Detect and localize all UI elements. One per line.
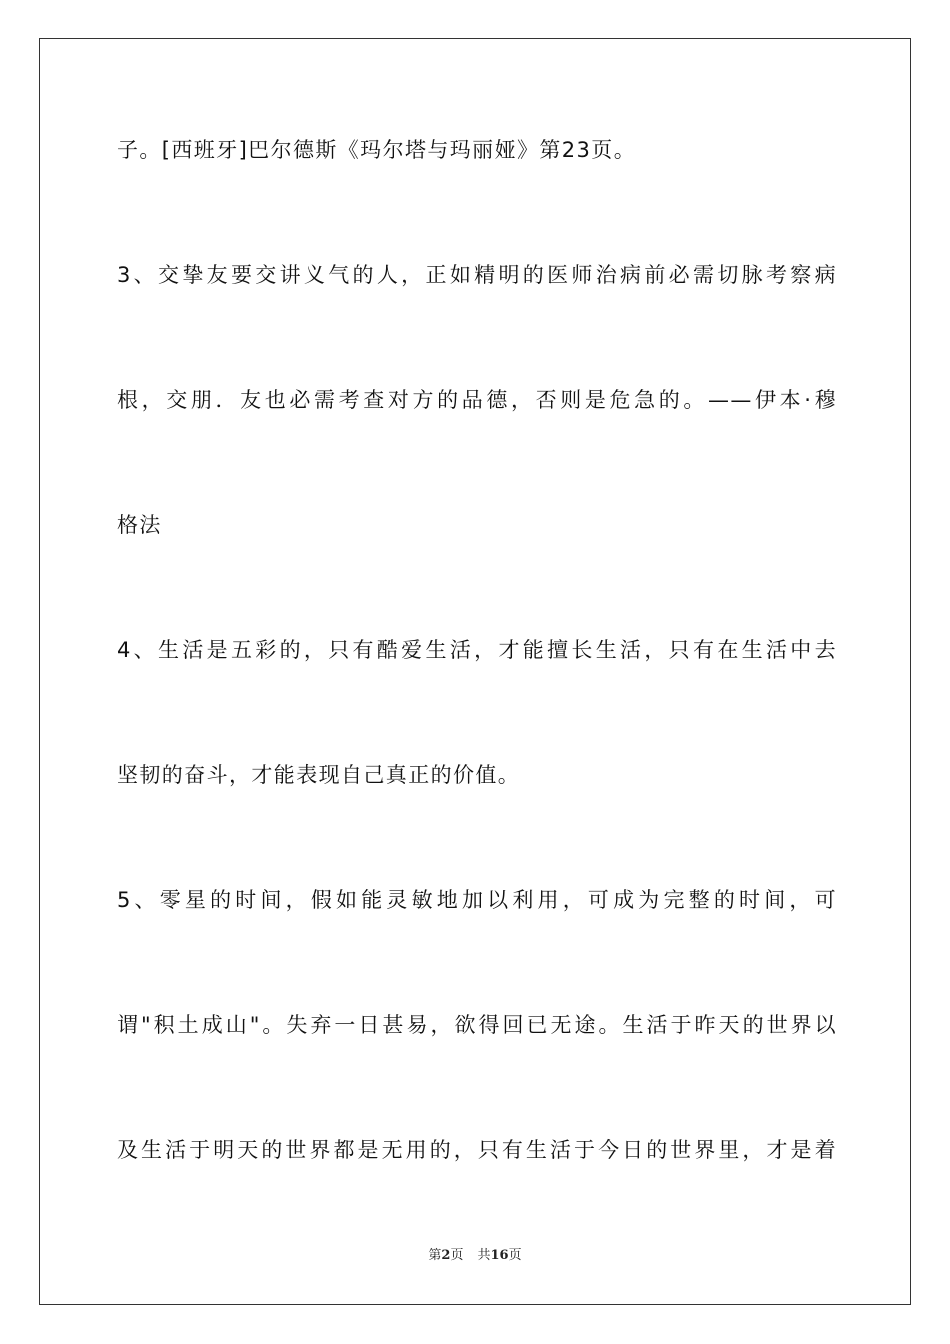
- page-footer: [0, 1248, 950, 1264]
- text-line-6: 坚韧的奋斗，才能表现自己真正的价值。: [117, 763, 521, 787]
- text-line-2: 3、交挚友要交讲义气的人，正如精明的医师治病前必需切脉考察病: [117, 263, 837, 287]
- total-prefix: 共: [477, 1248, 491, 1263]
- text-line-7: 5、零星的时间，假如能灵敏地加以利用，可成为完整的时间，可: [117, 888, 837, 912]
- text-line-3: 根，交朋．友也必需考查对方的品德，否则是危急的。——伊本·穆: [117, 388, 837, 412]
- page-suffix: 页: [450, 1248, 464, 1263]
- text-line-5: 4、生活是五彩的，只有酷爱生活，才能擅长生活，只有在生活中去: [117, 638, 837, 662]
- page-border: [39, 38, 911, 1305]
- page-number: 2: [441, 1248, 451, 1263]
- total-pages: 16: [490, 1248, 509, 1263]
- page-prefix: 第: [428, 1248, 442, 1263]
- text-line-4: 格法: [117, 513, 162, 537]
- text-line-1: 子。[西班牙]巴尔德斯《玛尔塔与玛丽娅》第23页。: [117, 138, 637, 162]
- total-suffix: 页: [508, 1248, 522, 1263]
- text-line-9: 及生活于明天的世界都是无用的，只有生活于今日的世界里，才是着: [117, 1138, 837, 1162]
- text-line-8: 谓"积土成山"。失弃一日甚易，欲得回已无途。生活于昨天的世界以: [117, 1013, 837, 1037]
